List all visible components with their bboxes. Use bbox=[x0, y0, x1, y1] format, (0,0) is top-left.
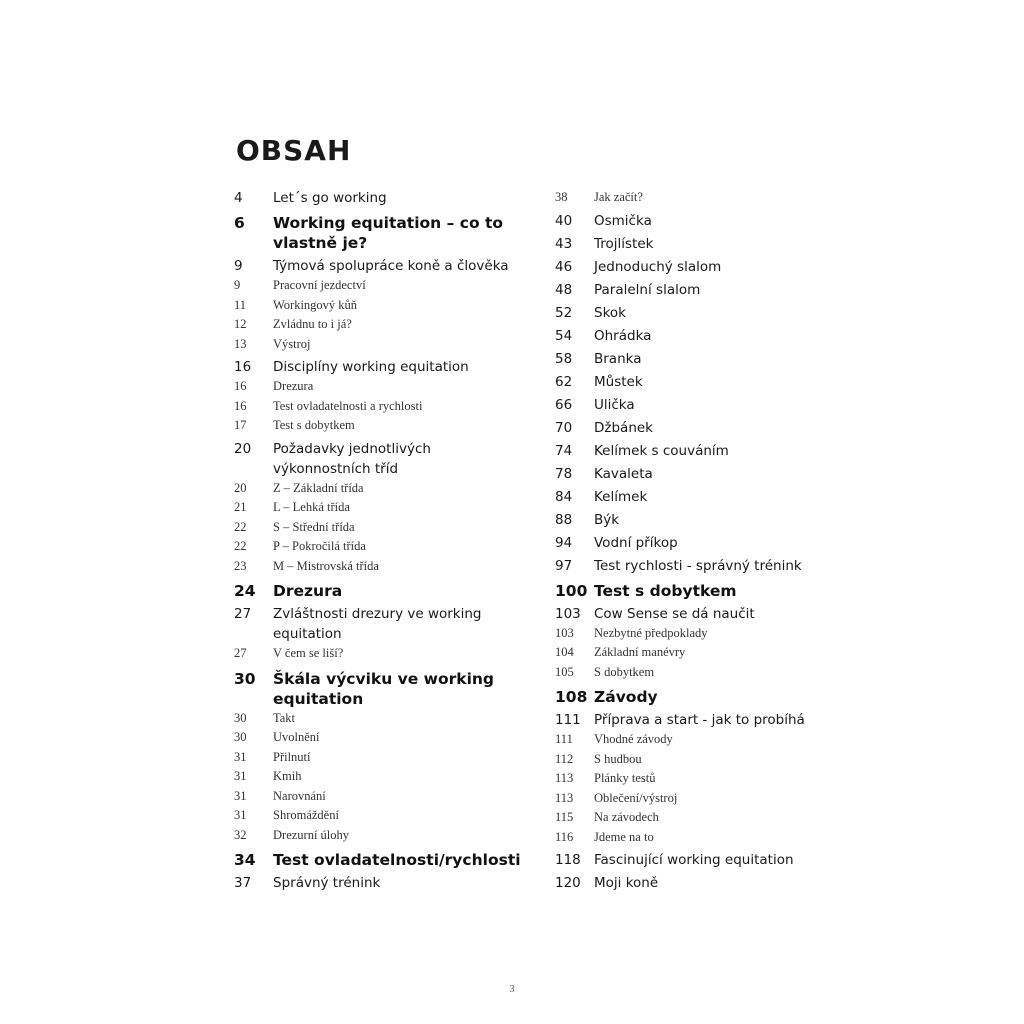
toc-entry-title: Drezura bbox=[273, 379, 314, 393]
toc-page-number: 58 bbox=[555, 350, 573, 367]
toc-left-column bbox=[234, 188, 524, 893]
toc-entry bbox=[555, 303, 845, 323]
toc-page-number: 27 bbox=[234, 646, 247, 660]
toc-page-number: 31 bbox=[234, 749, 247, 764]
toc-entry-title: Drezurní úlohy bbox=[273, 827, 350, 842]
toc-entry bbox=[234, 537, 524, 557]
toc-entry bbox=[555, 510, 845, 530]
toc-page-number: 9 bbox=[234, 258, 243, 274]
toc-page-number: 16 bbox=[234, 379, 247, 393]
toc-entry-title: Paralelní slalom bbox=[594, 281, 701, 298]
toc-entry bbox=[555, 769, 845, 789]
toc-entry-title: Škála výcviku ve working equitation bbox=[273, 669, 495, 708]
toc-entry bbox=[234, 787, 524, 807]
toc-page-number: 30 bbox=[234, 730, 247, 744]
toc-entry-title: Z – Základní třída bbox=[273, 480, 364, 495]
toc-page-number: 112 bbox=[555, 751, 574, 766]
toc-entry bbox=[555, 663, 845, 683]
toc-entry-title: Fascinující working equitation bbox=[594, 852, 794, 868]
toc-page-number: 24 bbox=[234, 582, 256, 600]
toc-entry bbox=[555, 556, 845, 576]
toc-page-number: 115 bbox=[555, 810, 574, 824]
toc-entry bbox=[234, 416, 524, 436]
toc-page-number: 34 bbox=[234, 851, 256, 869]
toc-entry bbox=[234, 826, 524, 846]
toc-page-number: 111 bbox=[555, 712, 581, 728]
toc-entry bbox=[234, 498, 524, 518]
toc-page-number: 21 bbox=[234, 500, 247, 514]
toc-entry bbox=[234, 604, 524, 644]
toc-entry bbox=[234, 748, 524, 768]
toc-entry-title: Let´s go working bbox=[273, 190, 387, 206]
toc-entry bbox=[234, 357, 524, 377]
toc-page-number: 46 bbox=[555, 258, 573, 275]
page-number: 3 bbox=[509, 984, 515, 995]
toc-entry-title: Test s dobytkem bbox=[594, 581, 737, 600]
toc-entry-title: Správný trénink bbox=[273, 875, 381, 891]
toc-entry-title: Jednoduchý slalom bbox=[594, 258, 722, 275]
toc-page-number: 30 bbox=[234, 669, 256, 688]
toc-entry bbox=[555, 850, 845, 870]
toc-entry-title: Disciplíny working equitation bbox=[273, 359, 469, 375]
toc-page-number: 12 bbox=[234, 317, 247, 331]
toc-entry bbox=[234, 479, 524, 499]
toc-entry-title: S dobytkem bbox=[594, 664, 655, 679]
toc-page-number: 78 bbox=[555, 465, 573, 482]
toc-entry bbox=[234, 256, 524, 276]
toc-entry bbox=[555, 418, 845, 438]
toc-entry bbox=[555, 808, 845, 828]
toc-page-number: 38 bbox=[555, 190, 568, 204]
toc-entry bbox=[234, 806, 524, 826]
toc-entry-title: Požadavky jednotlivých výkonnostních tříd bbox=[273, 440, 431, 477]
toc-page-number: 22 bbox=[234, 519, 247, 534]
toc-entry-title: Osmička bbox=[594, 212, 652, 229]
toc-entry bbox=[234, 213, 524, 253]
toc-entry bbox=[555, 326, 845, 346]
toc-entry-title: Test ovladatelnosti a rychlosti bbox=[273, 398, 423, 413]
toc-entry bbox=[234, 276, 524, 296]
toc-entry-title: Takt bbox=[273, 710, 296, 725]
toc-entry-title: Základní manévry bbox=[594, 645, 686, 659]
toc-entry-title: Working equitation – co to vlastně je? bbox=[273, 214, 504, 252]
toc-page-number: 32 bbox=[234, 827, 247, 842]
toc-entry bbox=[234, 188, 524, 208]
toc-entry bbox=[555, 873, 845, 893]
toc-entry bbox=[555, 188, 845, 208]
toc-page-number: 111 bbox=[555, 732, 573, 746]
toc-entry bbox=[234, 873, 524, 893]
toc-entry bbox=[234, 397, 524, 417]
toc-page-number: 66 bbox=[555, 396, 573, 413]
toc-page-number: 17 bbox=[234, 418, 247, 432]
toc-entry-title: Ohrádka bbox=[594, 327, 652, 344]
toc-entry bbox=[555, 349, 845, 369]
toc-entry bbox=[555, 234, 845, 254]
toc-entry bbox=[555, 533, 845, 553]
toc-entry-title: Skok bbox=[594, 304, 626, 321]
toc-entry bbox=[234, 581, 524, 601]
toc-entry-title: S hudbou bbox=[594, 751, 642, 766]
toc-page-number: 108 bbox=[555, 688, 588, 706]
toc-page-number: 30 bbox=[234, 710, 247, 725]
toc-page-number: 116 bbox=[555, 829, 574, 844]
toc-entry-title: Ulička bbox=[594, 396, 635, 413]
toc-page-number: 118 bbox=[555, 852, 581, 868]
toc-page-number: 104 bbox=[555, 645, 574, 659]
toc-page-number: 23 bbox=[234, 558, 247, 573]
toc-entry-title: Závody bbox=[594, 688, 658, 706]
toc-entry bbox=[234, 709, 524, 729]
toc-entry-title: Džbánek bbox=[594, 419, 654, 436]
toc-page-number: 94 bbox=[555, 534, 573, 551]
toc-entry bbox=[555, 280, 845, 300]
toc-entry-title: V čem se liší? bbox=[273, 646, 344, 660]
toc-entry bbox=[555, 372, 845, 392]
toc-page-number: 105 bbox=[555, 664, 574, 679]
toc-entry-title: Kavaleta bbox=[594, 465, 653, 482]
toc-entry bbox=[555, 395, 845, 415]
toc-entry-title: Na závodech bbox=[594, 810, 659, 824]
toc-entry-title: Jak začít? bbox=[594, 190, 643, 204]
toc-entry bbox=[234, 439, 524, 479]
toc-page-number: 16 bbox=[234, 359, 252, 375]
toc-page-number: 113 bbox=[555, 771, 574, 785]
toc-entry-title: Workingový kůň bbox=[273, 297, 358, 312]
toc-entry-title: Pracovní jezdectví bbox=[273, 278, 366, 292]
toc-entry-title: Jdeme na to bbox=[594, 829, 654, 844]
toc-page-number: 113 bbox=[555, 790, 574, 805]
toc-entry-title: Cow Sense se dá naučit bbox=[594, 605, 755, 622]
toc-entry-title: Býk bbox=[594, 511, 620, 528]
toc-page-number: 11 bbox=[234, 297, 247, 312]
toc-entry-title: Zvládnu to i já? bbox=[273, 317, 352, 331]
toc-page-number: 43 bbox=[555, 235, 573, 252]
toc-entry bbox=[555, 687, 845, 707]
toc-page-number: 13 bbox=[234, 336, 247, 351]
toc-entry-title: Branka bbox=[594, 350, 642, 367]
toc-entry-title: Drezura bbox=[273, 582, 343, 600]
toc-entry-title: Test rychlosti - správný trénink bbox=[594, 557, 802, 574]
toc-entry bbox=[555, 828, 845, 848]
toc-entry-title: Vhodné závody bbox=[594, 732, 673, 746]
toc-entry bbox=[555, 581, 845, 601]
toc-entry-title: Uvolnění bbox=[273, 730, 320, 744]
toc-entry-title: Nezbytné předpoklady bbox=[594, 625, 708, 640]
toc-page-number: 100 bbox=[555, 581, 588, 600]
toc-page-number: 31 bbox=[234, 769, 247, 783]
toc-entry-title: Moji koně bbox=[594, 875, 659, 891]
toc-entry-title: Můstek bbox=[594, 373, 643, 390]
toc-page-number: 120 bbox=[555, 875, 581, 891]
toc-page-number: 103 bbox=[555, 605, 581, 622]
toc-entry-title: Oblečení/výstroj bbox=[594, 790, 678, 805]
toc-entry bbox=[234, 296, 524, 316]
toc-page-number: 4 bbox=[234, 190, 243, 206]
toc-page-number: 27 bbox=[234, 606, 252, 622]
toc-page-number: 22 bbox=[234, 539, 247, 553]
toc-entry bbox=[234, 767, 524, 787]
toc-entry-title: M – Mistrovská třída bbox=[273, 558, 379, 573]
toc-entry-title: Kmih bbox=[273, 769, 302, 783]
toc-entry bbox=[555, 464, 845, 484]
toc-entry-title: Výstroj bbox=[273, 336, 311, 351]
toc-entry bbox=[555, 487, 845, 507]
toc-page-number: 9 bbox=[234, 278, 241, 292]
toc-entry bbox=[234, 557, 524, 577]
toc-entry bbox=[234, 315, 524, 335]
toc-entry-title: Test s dobytkem bbox=[273, 418, 355, 432]
toc-entry bbox=[234, 669, 524, 709]
toc-entry-title: Týmová spolupráce koně a člověka bbox=[273, 258, 509, 274]
toc-entry-title: P – Pokročilá třída bbox=[273, 539, 366, 553]
toc-page-number: 16 bbox=[234, 398, 247, 413]
toc-entry-title: Přilnutí bbox=[273, 749, 311, 764]
toc-entry bbox=[234, 335, 524, 355]
toc-page-number: 97 bbox=[555, 557, 573, 574]
toc-entry bbox=[555, 257, 845, 277]
toc-page-number: 70 bbox=[555, 419, 573, 436]
toc-entry-title: Příprava a start - jak to probíhá bbox=[594, 712, 805, 728]
toc-entry bbox=[555, 643, 845, 663]
toc-entry bbox=[555, 211, 845, 231]
toc-page-number: 54 bbox=[555, 327, 573, 344]
toc-entry-title: Narovnání bbox=[273, 788, 326, 803]
toc-entry-title: L – Lehká třída bbox=[273, 500, 350, 514]
toc-entry bbox=[234, 518, 524, 538]
toc-page-number: 20 bbox=[234, 480, 247, 495]
toc-page-number: 62 bbox=[555, 373, 573, 390]
toc-entry bbox=[234, 728, 524, 748]
toc-entry-title: Plánky testů bbox=[594, 771, 656, 785]
toc-page-number: 31 bbox=[234, 788, 247, 803]
toc-page-number: 88 bbox=[555, 511, 573, 528]
toc-right-column bbox=[555, 188, 845, 893]
toc-entry bbox=[234, 377, 524, 397]
toc-entry-title: S – Střední třída bbox=[273, 519, 355, 534]
toc-entry bbox=[234, 644, 524, 664]
page-title: OBSAH bbox=[236, 134, 352, 167]
toc-page-number: 48 bbox=[555, 281, 573, 298]
toc-page-number: 31 bbox=[234, 808, 247, 822]
toc-entry-title: Trojlístek bbox=[594, 235, 654, 252]
toc-entry-title: Test ovladatelnosti/rychlosti bbox=[273, 851, 521, 869]
toc-page-number: 20 bbox=[234, 440, 252, 457]
toc-entry bbox=[555, 624, 845, 644]
toc-page-number: 103 bbox=[555, 625, 574, 640]
toc-entry bbox=[555, 789, 845, 809]
toc-entry bbox=[555, 441, 845, 461]
toc-entry-title: Vodní příkop bbox=[594, 534, 678, 551]
toc-entry bbox=[555, 730, 845, 750]
toc-entry bbox=[234, 850, 524, 870]
toc-page-number: 40 bbox=[555, 212, 573, 229]
toc-page-number: 74 bbox=[555, 442, 573, 459]
toc-page-number: 52 bbox=[555, 304, 573, 321]
toc-entry-title: Shromáždění bbox=[273, 808, 339, 822]
toc-page-number: 84 bbox=[555, 488, 573, 505]
toc-entry bbox=[555, 710, 845, 730]
toc-page-number: 6 bbox=[234, 214, 245, 232]
toc-entry bbox=[555, 604, 845, 624]
toc-entry bbox=[555, 750, 845, 770]
toc-entry-title: Zvláštnosti drezury ve working equitation bbox=[273, 606, 482, 642]
toc-entry-title: Kelímek bbox=[594, 488, 648, 505]
toc-entry-title: Kelímek s couváním bbox=[594, 442, 729, 459]
toc-page-number: 37 bbox=[234, 875, 252, 891]
